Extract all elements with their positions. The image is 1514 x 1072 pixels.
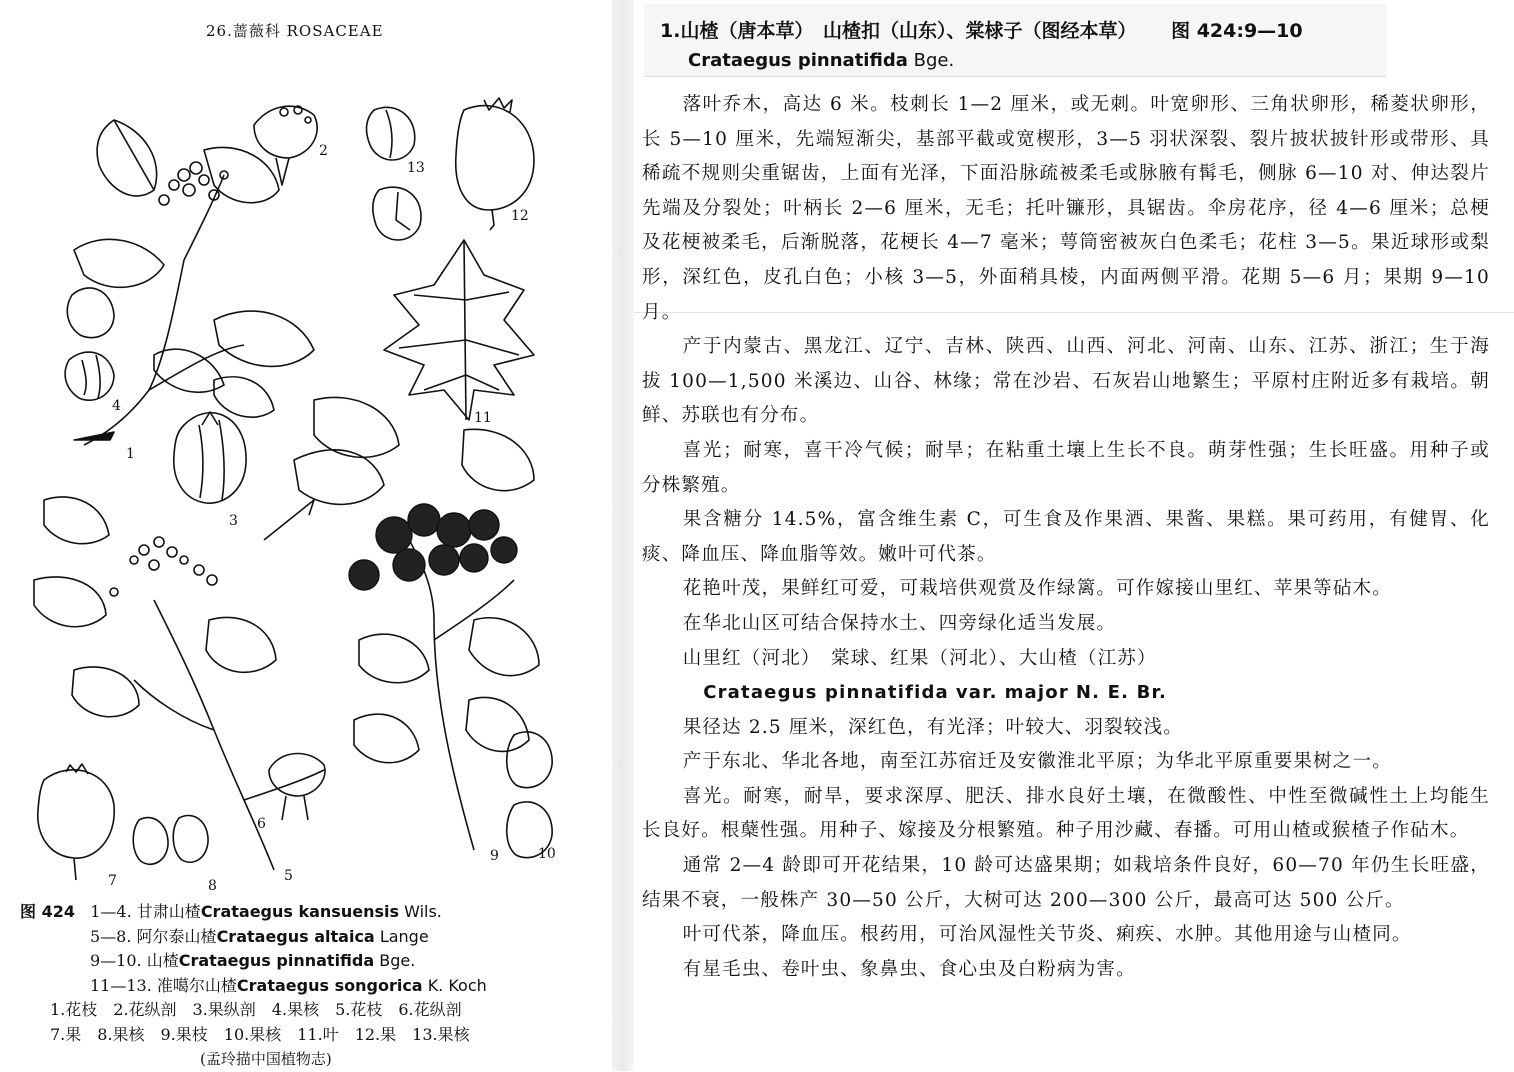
caption-author: K. Koch [427, 975, 487, 995]
fig-number-2: 2 [319, 143, 328, 159]
body-text [642, 88, 1490, 987]
caption-latin-name: Crataegus kansuensis [200, 902, 399, 921]
figure-label: 图 424 [20, 902, 75, 921]
fig-number-10: 10 [538, 846, 556, 862]
pyrene-8-drawing [133, 815, 208, 864]
paragraph-habit: 喜光；耐寒，喜干冷气候；耐旱；在粘重土壤上生长不良。萌芽性强；生长旺盛。用种子或分株繁殖。 [642, 439, 1490, 496]
caption-line-3 [20, 949, 600, 974]
variety-latin: Crataegus pinnatifida [703, 682, 949, 704]
fig-number-12: 12 [511, 208, 529, 224]
fig-number-9: 9 [490, 848, 499, 864]
caption-range: 5—8. [90, 926, 132, 946]
flowering-branch-5-drawing [34, 497, 324, 870]
caption-range: 9—10. [90, 951, 142, 970]
variety-var-name: major [1004, 682, 1069, 704]
fig-number-7: 7 [108, 873, 117, 889]
paragraph-uses: 果含糖分 14.5%，富含维生素 C，可生食及作果酒、果酱、果糕。果可药用，有健胃、化痰、降血压、降血脂等效。嫩叶可代茶。 [642, 509, 1490, 565]
pyrene-10-drawing [507, 732, 552, 858]
right-page [634, 0, 1514, 1071]
fruit-cluster-drawing [349, 504, 517, 590]
variety-author: N. E. Br. [1075, 682, 1168, 704]
fig-number-13: 13 [407, 160, 425, 176]
caption-line-2 [20, 925, 600, 950]
variety-scientific-line [642, 676, 1490, 711]
fig-number-3: 3 [229, 513, 238, 529]
caption-line-4 [20, 974, 600, 999]
fig-number-1: 1 [126, 446, 135, 462]
flower-section-6-drawing [269, 754, 325, 820]
scientific-name: Crataegus pinnatifida [688, 50, 908, 71]
caption-author: Lange [379, 926, 429, 946]
caption-credit: (孟玲描中国植物志) [200, 1050, 332, 1068]
caption-cn-name: 甘肃山楂 [136, 902, 201, 921]
figure-reference: 图 424:9—10 [1171, 20, 1303, 42]
species-title-block [644, 4, 1386, 77]
caption-parts-line-2: 7.果 8.果核 9.果枝 10.果核 11.叶 12.果 13.果核 [50, 1024, 470, 1044]
caption-author: Bge. [379, 951, 416, 970]
caption-line-1 [20, 900, 600, 925]
flower-section-drawing [254, 106, 317, 185]
caption-cn-name: 山楂 [146, 951, 179, 970]
leaf-11-drawing [384, 240, 534, 420]
scientific-name-line [688, 50, 954, 71]
variety-paragraph: 产于东北、华北各地，南至江苏宿迁及安徽淮北平原；为华北平原重要果树之一。 [682, 751, 1392, 773]
variety-paragraph: 喜光。耐寒，耐旱，要求深厚、肥沃、排水良好土壤，在微酸性、中性至微碱性土上均能生长良好。根蘖性强。用种子、嫁接及分根繁殖。种子用沙藏、春播。可用山楂或猴楂子作砧木。 [642, 785, 1490, 842]
paragraph-distribution: 产于内蒙古、黑龙江、辽宁、吉林、陕西、山西、河北、河南、山东、江苏、浙江；生于海拔 100—1,500 米溪边、山谷、林缘；常在沙岩、石灰岩山地繁生；平原村庄附近多有栽培。朝鲜、苏联也有分布。 [642, 336, 1490, 427]
variety-paragraph: 通常 2—4 龄即可开花结果，10 龄可达盛果期；如栽培条件良好，60—70 年仍生长旺盛，结果不衰，一般株产 30—50 公斤，大树可达 200—300 公斤，最高可达 500 公斤。 [642, 855, 1490, 911]
caption-cn-name: 准噶尔山楂 [156, 975, 237, 995]
caption-author: Wils. [404, 902, 442, 921]
caption-cn-name: 阿尔泰山楂 [136, 926, 217, 946]
figure-caption [20, 900, 600, 1072]
caption-latin-name: Crataegus altaica [216, 926, 375, 946]
variety-name-line: 山里红（河北） 棠球、红果（河北）、大山楂（江苏） [682, 647, 1157, 669]
species-title-line [660, 16, 1303, 43]
variety-var-label: var. [955, 682, 998, 704]
variety-paragraph: 果径达 2.5 厘米，深红色，有光泽；叶较大、羽裂较浅。 [682, 716, 1183, 738]
paragraph-development: 在华北山区可结合保持水土、四旁绿化适当发展。 [682, 612, 1117, 634]
species-title: 1.山楂（唐本草） 山楂扣（山东）、棠梂子（图经本草） [660, 20, 1137, 42]
scientific-author: Bge. [913, 50, 955, 71]
caption-parts-line-1: 1.花枝 2.花纵剖 3.果纵剖 4.果核 5.花枝 6.花纵剖 [50, 1000, 462, 1019]
fruit-section-drawing [174, 412, 246, 503]
fruit-7-drawing [38, 764, 114, 880]
botanical-plate-illustration [14, 80, 556, 894]
caption-latin-name: Crataegus songorica [236, 975, 423, 995]
left-page [0, 0, 612, 1071]
fig-number-4: 4 [112, 398, 121, 414]
pyrene-4-drawing [65, 288, 114, 400]
fig-number-8: 8 [208, 878, 217, 894]
paragraph-description: 落叶乔木，高达 6 米。枝刺长 1—2 厘米，或无刺。叶宽卵形、三角状卵形，稀菱状卵形，长 5—10 厘米，先端短渐尖，基部平截或宽楔形，3—5 羽状深裂、裂片披状披针形或带形、具稀疏不规则尖重锯齿，上面有光泽，下面沿脉疏被柔毛或脉腋有髯毛，侧脉 6—10 对、伸达裂片先端及分裂处；叶柄长 2—6 厘米，无毛；托叶镰形，具锯齿。伞房花序，径 4—6 厘米；总梗及花梗被柔毛，后渐脱落，花梗长 4—7 毫米；萼筒密被灰白色柔毛；花柱 3—5。果近球形或梨形，深红色，皮孔白色；小核 3—5，外面稍具棱，内面两侧平滑。花期 5—6 月；果期 9—10 月。 [642, 94, 1490, 323]
variety-paragraph: 叶可代茶，降血压。根药用，可治风湿性关节炎、痢疾、水肿。其他用途与山楂同。 [682, 924, 1412, 946]
fig-number-11: 11 [474, 410, 492, 426]
paragraph-ornamental: 花艳叶茂，果鲜红可爱，可栽培供观赏及作绿篱。可作嫁接山里红、苹果等砧木。 [682, 578, 1392, 600]
caption-range: 11—13. [90, 975, 152, 995]
fruiting-branch-drawing [294, 397, 539, 850]
fig-number-5: 5 [284, 868, 293, 884]
caption-latin-name: Crataegus pinnatifida [178, 951, 375, 970]
running-header: 26.蔷薇科 ROSACEAE [206, 22, 384, 40]
book-gutter [612, 0, 634, 1071]
caption-range: 1—4. [90, 902, 132, 921]
fig-number-6: 6 [257, 816, 266, 832]
variety-paragraph: 有星毛虫、卷叶虫、象鼻虫、食心虫及白粉病为害。 [682, 958, 1136, 980]
